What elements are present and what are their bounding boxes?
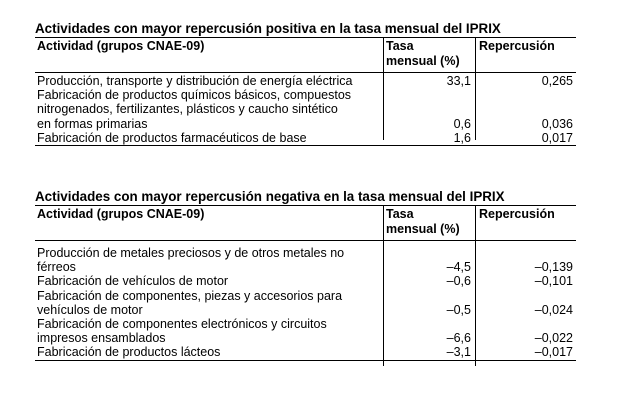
activity-cell: Fabricación de componentes, piezas y accesorios para vehículos de motor [37, 288, 343, 317]
activity-cell: Fabricación de productos lácteos [37, 345, 221, 360]
impact-cell: –0,024 [534, 302, 573, 317]
negative-table-header [35, 206, 576, 241]
impact-cell: 0,036 [541, 116, 573, 131]
table-row [35, 345, 576, 360]
table-row [35, 131, 576, 146]
activity-cell: Fabricación de productos químicos básicos, compuestos nitrogenados, fertilizantes, plásticos y caucho sintético en formas primarias [37, 88, 352, 131]
negative-impact-table [35, 189, 576, 361]
table-row [35, 317, 576, 345]
table-row [35, 274, 576, 288]
rate-cell: –6,6 [446, 331, 471, 346]
positive-table-header [35, 38, 576, 73]
activity-cell: Producción, transporte y distribución de energía eléctrica [37, 74, 353, 88]
positive-table-title: Actividades con mayor repercusión positiva en la tasa mensual del IPRIX [35, 21, 576, 38]
activity-cell: Fabricación de productos farmacéuticos de base [37, 130, 307, 145]
impact-cell: 0,265 [541, 74, 573, 88]
activity-column-header: Actividad (grupos CNAE-09) [37, 39, 205, 53]
rate-column-header: Tasa mensual (%) [386, 207, 460, 236]
impact-cell: –0,139 [534, 260, 573, 275]
impact-cell: –0,101 [534, 274, 573, 289]
activity-cell: Producción de metales preciosos y de otros metales no férreos [37, 246, 345, 275]
impact-column-header: Repercusión [479, 39, 555, 53]
impact-cell: –0,022 [534, 331, 573, 346]
negative-table-title: Actividades con mayor repercusión negativa en la tasa mensual del IPRIX [35, 189, 576, 206]
rate-cell: 33,1 [446, 74, 471, 88]
table-row [35, 74, 576, 88]
table-row [35, 246, 576, 274]
rate-cell: –4,5 [446, 260, 471, 275]
rate-cell: –3,1 [446, 345, 471, 360]
activity-column-header: Actividad (grupos CNAE-09) [37, 207, 205, 221]
rate-cell: –0,6 [446, 274, 471, 289]
impact-cell: 0,017 [541, 130, 573, 145]
table-row [35, 88, 576, 131]
impact-column-header: Repercusión [479, 207, 555, 221]
table-row [35, 289, 576, 317]
rate-cell: –0,5 [446, 302, 471, 317]
positive-impact-table [35, 21, 576, 146]
impact-cell: –0,017 [534, 345, 573, 360]
rate-cell: 0,6 [453, 116, 471, 131]
rate-cell: 1,6 [453, 130, 471, 145]
rate-column-header: Tasa mensual (%) [386, 39, 460, 68]
activity-cell: Fabricación de vehículos de motor [37, 274, 229, 289]
activity-cell: Fabricación de componentes electrónicos y circuitos impresos ensamblados [37, 317, 327, 346]
